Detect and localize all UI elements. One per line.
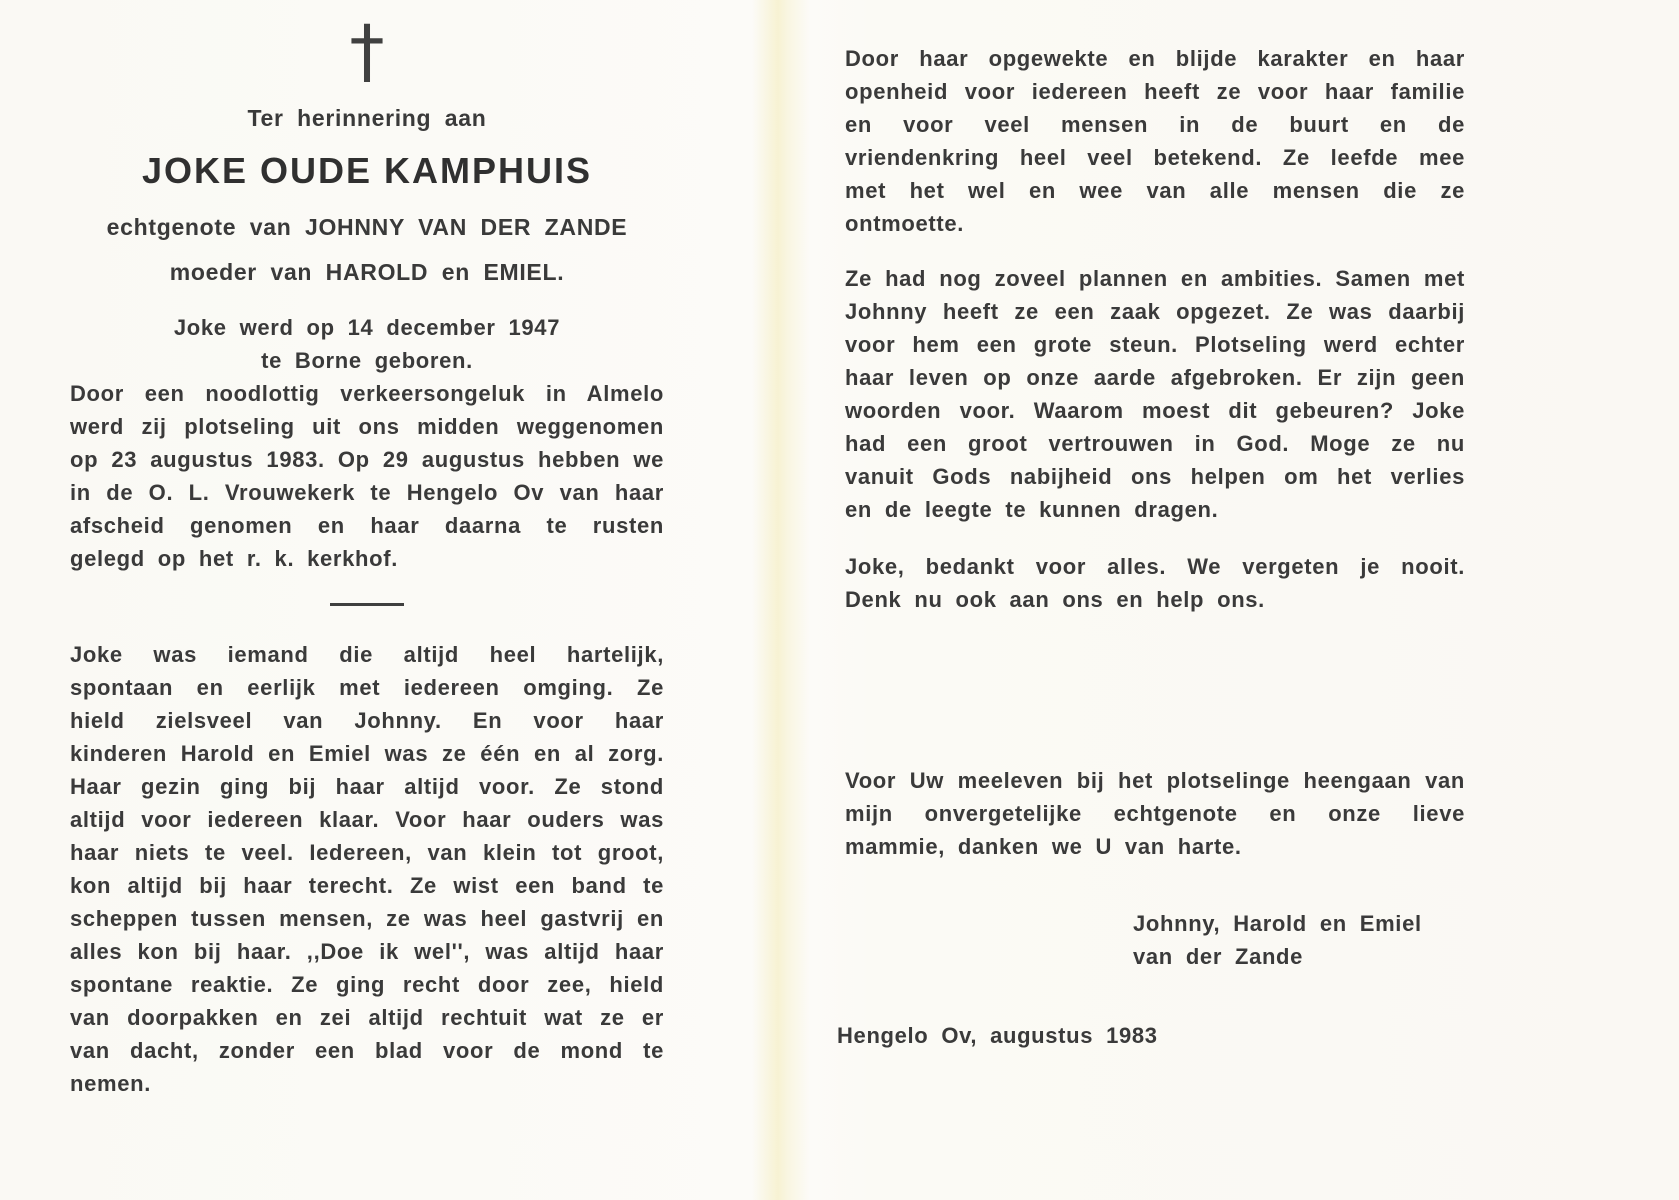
divider-line xyxy=(330,603,404,606)
paragraph-character: Door haar opgewekte en blijde karakter en haar openheid voor iedereen heeft ze voor haar familie en voor veel mensen in de buurt en de vriendenkring heel veel betekend. Ze leefde mee met het wel en wee van alle mensen die ze ontmoette. xyxy=(845,46,1465,236)
signature-block xyxy=(1133,907,1465,973)
paragraph-plans: Ze had nog zoveel plannen en ambities. Samen met Johnny heeft ze een zaak opgezet. Ze was daarbij voor hem een grote steun. Plotseling werd echter haar leven op onze aarde afgebroken. Er zijn geen woorden voor. Waarom moest dit gebeuren? Joke had een groot vertrouwen in God. Moge ze nu vanuit Gods nabijheid ons helpen om het verlies en de leegte te kunnen dragen. xyxy=(845,266,1465,522)
mother-line: moeder van HAROLD en EMIEL. xyxy=(169,259,565,285)
intro-line: Ter herinnering aan xyxy=(247,105,487,131)
right-page xyxy=(837,0,1465,1052)
birth-death-block xyxy=(70,311,664,575)
signature-surname: van der Zande xyxy=(1133,944,1304,969)
acknowledgement-paragraph: Voor Uw meeleven bij het plotselinge heengaan van mijn onvergetelijke echtgenote en onze lieve mammie, danken we U van harte. xyxy=(845,768,1465,859)
deceased-name: JOKE OUDE KAMPHUIS xyxy=(141,150,593,191)
birth-line-1: Joke werd op 14 december 1947 xyxy=(173,315,561,340)
page-fold xyxy=(752,0,810,1200)
paragraph-farewell: Joke, bedankt voor alles. We vergeten je nooit. Denk nu ook aan ons en help ons. xyxy=(845,554,1465,612)
left-page xyxy=(70,0,664,1100)
spouse-line: echtgenote van JOHNNY VAN DER ZANDE xyxy=(106,214,628,240)
cross-icon: † xyxy=(349,10,385,92)
signature-names: Johnny, Harold en Emiel xyxy=(1133,911,1422,936)
place-date: Hengelo Ov, augustus 1983 xyxy=(837,1023,1158,1048)
memory-paragraph: Joke was iemand die altijd heel hartelijk, spontaan en eerlijk met iedereen omging. Ze hield zielsveel van Johnny. En voor haar kinderen Harold en Emiel was ze één en al zorg. Haar gezin ging bij haar altijd voor. Ze stond altijd voor iedereen klaar. Voor haar ouders was haar niets te veel. Iedereen, van klein tot groot, kon altijd bij haar terecht. Ze wist een band te scheppen tussen mensen, ze was heel gastvrij en alles kon bij haar. ,,Doe ik wel'', was altijd haar spontane reaktie. Ze ging recht door zee, hield van doorpakken en zei altijd rechtuit wat ze er van dacht, zonder een blad voor de mond te nemen. xyxy=(70,642,664,1096)
death-paragraph: Door een noodlottig verkeersongeluk in Almelo werd zij plotseling uit ons midden weggenomen op 23 augustus 1983. Op 29 augustus hebben we in de O. L. Vrouwekerk te Hengelo Ov van haar afscheid genomen en haar daarna te rusten gelegd op het r. k. kerkhof. xyxy=(70,381,664,571)
birth-line-2: te Borne geboren. xyxy=(261,348,473,373)
